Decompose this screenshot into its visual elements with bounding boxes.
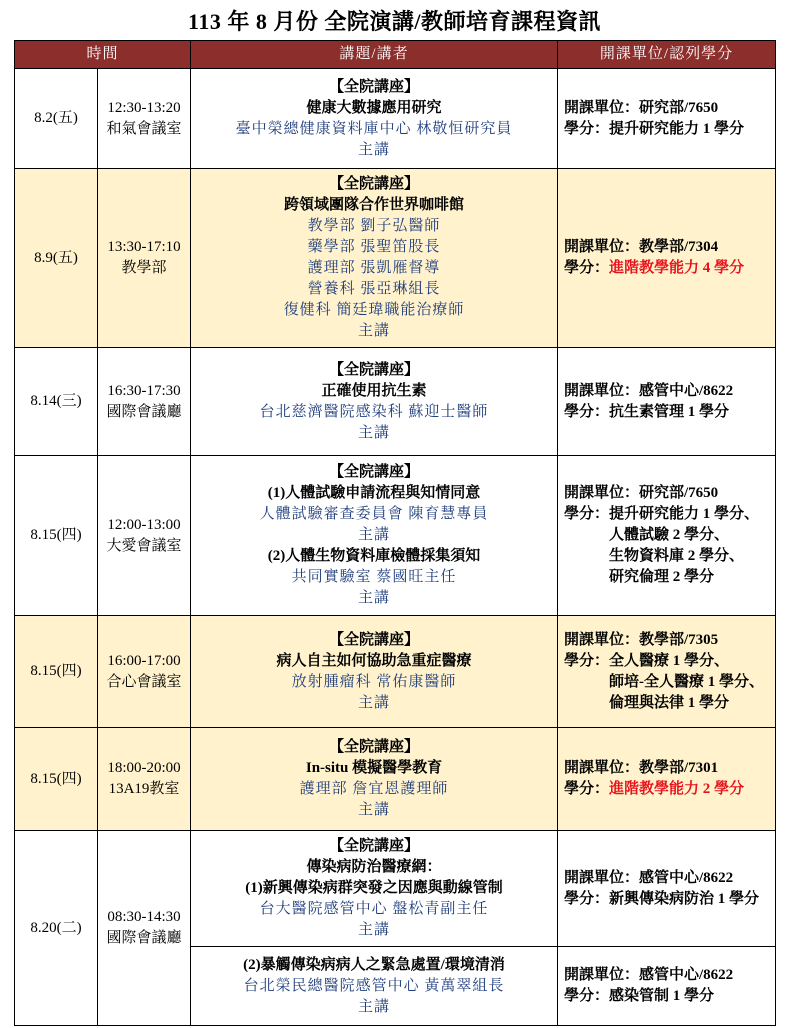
speaker: 台北慈濟醫院感染科 蘇迎士醫師 [259,403,489,420]
credit-label: 學分： [564,506,610,522]
date-cell: 8.9(五) [15,169,98,348]
speaker-role: 主講 [358,802,391,818]
schedule-row [15,831,776,947]
speaker-role: 主講 [358,694,391,711]
credit-label: 學分： [564,988,610,1004]
time-cell [98,69,191,169]
credit-label: 學分： [564,120,610,137]
date-cell: 8.15(四) [15,456,98,616]
speaker-role: 主講 [358,424,391,441]
speaker: 護理部 張凱雁督導 [307,260,441,276]
schedule-row [15,728,776,831]
credit-cell [558,728,776,831]
course-unit: 開課單位：教學部/7301 [564,760,719,776]
date-cell: 8.20(二) [15,831,98,1026]
room-name: 大愛會議室 [106,537,182,554]
credit-label: 學分： [564,403,610,420]
room-name: 國際會議廳 [106,930,182,946]
course-unit: 開課單位：感管中心/8622 [564,869,734,886]
credit-line [564,986,769,1007]
lecture-category: 【全院講座】 [329,78,420,95]
speaker: 藥學部 張聖笛股長 [307,239,441,255]
speaker-role: 主講 [358,527,391,543]
topic-cell [191,616,558,728]
date-cell: 8.15(四) [15,616,98,728]
time-range: 16:30-17:30 [107,382,181,399]
speaker-role: 主講 [358,590,391,606]
lecture-category: 【全院講座】 [329,361,420,378]
speaker: 台大醫院感管中心 盤松青副主任 [259,901,489,917]
schedule-row [15,456,776,616]
credit-value: 進階教學能力 4 學分 [609,260,745,276]
course-unit: 開課單位：教學部/7304 [564,239,719,255]
lecture-category: 【全院講座】 [329,739,420,755]
room-name: 教學部 [121,260,167,276]
date-cell: 8.15(四) [15,728,98,831]
lecture-title: 健康大數據應用研究 [306,99,442,116]
time-range: 16:00-17:00 [107,652,181,669]
topic-cell [191,947,558,1026]
credit-value: 抗生素管理 1 學分 [609,403,730,420]
date-cell: 8.2(五) [15,69,98,169]
topic-cell [191,456,558,616]
header-credit: 開課單位/認列學分 [558,41,776,69]
lecture-category: 【全院講座】 [329,176,420,192]
course-unit: 開課單位：感管中心/8622 [564,967,734,983]
lecture-category: 【全院講座】 [329,464,420,480]
schedule-row [15,348,776,456]
lecture-title: (2)人體生物資料庫檢體採集須知 [267,548,481,564]
credit-cell [558,169,776,348]
credit-cell [558,831,776,947]
document-title: 113 年 8 月份 全院演講/教師培育課程資訊 [188,9,601,34]
credit-line [564,504,769,525]
credit-value: 人體試驗 2 學分、 [609,527,730,543]
credit-value: 研究倫理 2 學分 [609,569,715,585]
time-range: 12:00-13:00 [107,516,181,533]
credit-line [564,119,769,140]
lecture-title: (2)暴觸傳染病病人之緊急處置/環境清消 [243,956,505,973]
speaker: 人體試驗審查委員會 陳育慧專員 [259,506,489,522]
topic-cell [191,348,558,456]
time-cell [98,831,191,1026]
credit-label: 學分： [564,890,610,907]
schedule-row [15,616,776,728]
time-range: 13:30-17:10 [107,239,181,255]
schedule-row [15,169,776,348]
credit-value: 提升研究能力 1 學分、 [609,506,760,522]
time-cell [98,456,191,616]
credit-label: 學分： [564,260,610,276]
credit-line [564,889,769,910]
schedule-row [15,69,776,169]
credit-value: 感染管制 1 學分 [609,988,715,1004]
credit-value: 進階教學能力 2 學分 [609,781,745,797]
speaker-role: 主講 [358,998,391,1015]
speaker: 共同實驗室 蔡國旺主任 [291,569,457,585]
speaker: 臺中榮總健康資料庫中心 林敬恒研究員 [235,120,513,137]
topic-cell [191,169,558,348]
speaker: 放射腫瘤科 常佑康醫師 [291,673,457,690]
speaker-role: 主講 [358,323,391,339]
speaker-role: 主講 [358,922,391,938]
credit-value: 提升研究能力 1 學分 [609,120,745,137]
credit-cell [558,456,776,616]
time-range: 08:30-14:30 [107,909,181,925]
credit-cell [558,69,776,169]
speaker: 復健科 簡廷瑋職能治療師 [283,302,465,318]
room-name: 合心會議室 [106,673,182,690]
time-cell [98,728,191,831]
credit-line [564,258,769,279]
credit-cell [558,348,776,456]
time-cell [98,616,191,728]
series-title: 傳染病防治醫療網： [306,859,442,875]
time-range: 18:00-20:00 [107,760,181,776]
lecture-title: 正確使用抗生素 [321,382,427,399]
credit-line [564,651,769,672]
lecture-title: 病人自主如何協助急重症醫療 [276,652,472,669]
lecture-category: 【全院講座】 [329,838,420,854]
time-range: 12:30-13:20 [107,99,181,116]
room-name: 和氣會議室 [106,120,182,137]
table-header-row [15,41,776,69]
credit-line [564,402,769,423]
credit-value: 新興傳染病防治 1 學分 [609,890,760,907]
course-unit: 開課單位：感管中心/8622 [564,382,734,399]
course-unit: 開課單位：教學部/7305 [564,631,719,648]
course-unit: 開課單位：研究部/7650 [564,485,719,501]
lecture-category: 【全院講座】 [329,631,420,648]
header-time: 時間 [15,41,191,69]
lecture-title: 跨領域團隊合作世界咖啡館 [284,197,465,213]
date-cell: 8.14(三) [15,348,98,456]
lecture-title: (1)人體試驗申請流程與知情同意 [267,485,481,501]
speaker: 營養科 張亞琳組長 [307,281,441,297]
topic-cell [191,831,558,947]
credit-label: 學分： [564,652,610,669]
credit-line [564,779,769,800]
credit-value: 倫理與法律 1 學分 [609,694,730,711]
credit-value: 生物資料庫 2 學分、 [609,548,745,564]
credit-label: 學分： [564,781,610,797]
time-cell [98,348,191,456]
speaker: 護理部 詹宜恩護理師 [299,781,449,797]
credit-cell [558,947,776,1026]
schedule-table [14,40,776,1026]
room-name: 國際會議廳 [106,403,182,420]
speaker-role: 主講 [358,141,391,158]
course-unit: 開課單位：研究部/7650 [564,99,719,116]
credit-cell [558,616,776,728]
time-cell [98,169,191,348]
speaker: 台北榮民總醫院感管中心 黃萬翠組長 [243,977,505,994]
speaker: 教學部 劉子弘醫師 [307,218,441,234]
room-name: 13A19教室 [108,781,180,797]
header-topic: 講題/講者 [191,41,558,69]
lecture-title: In-situ 模擬醫學教育 [305,760,443,776]
topic-cell [191,728,558,831]
credit-value: 師培-全人醫療 1 學分、 [609,673,765,690]
credit-value: 全人醫療 1 學分、 [609,652,730,669]
lecture-title: (1)新興傳染病群突發之因應與動線管制 [245,880,503,896]
topic-cell [191,69,558,169]
